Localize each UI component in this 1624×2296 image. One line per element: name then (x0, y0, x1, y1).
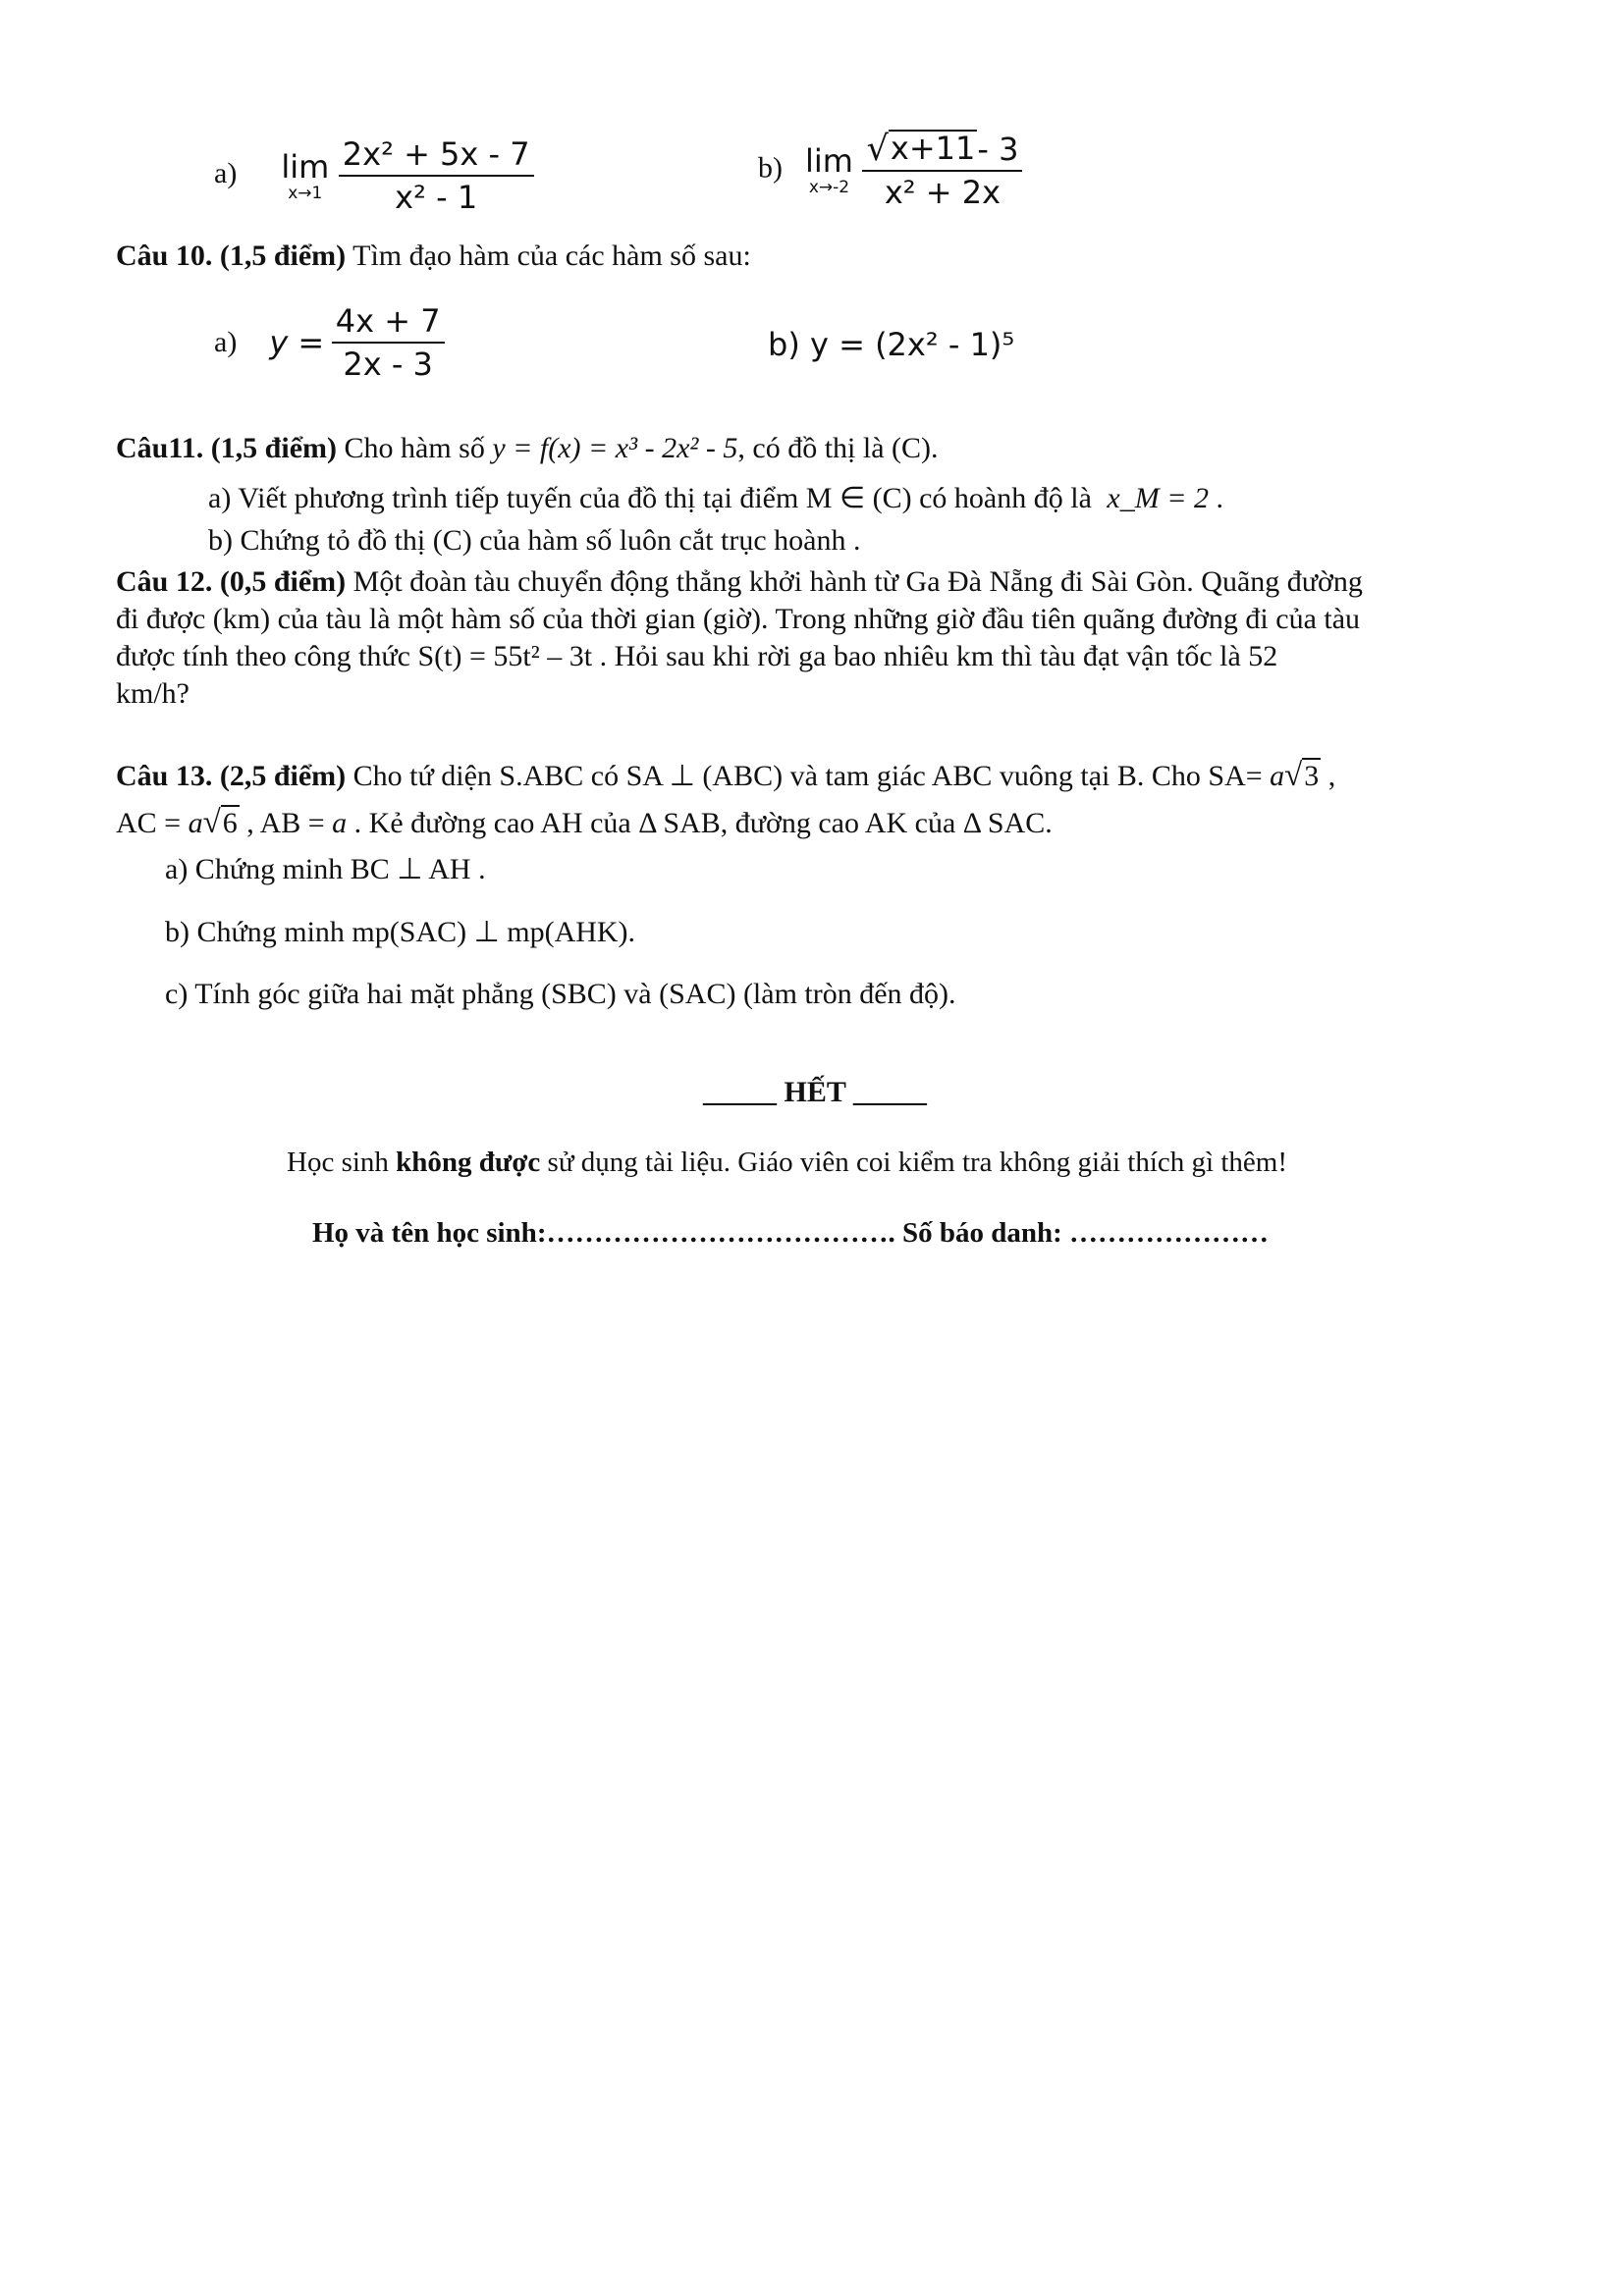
var-a: a (332, 807, 348, 839)
var-a: a (1270, 760, 1285, 792)
q11-heading: Câu11. (1,5 điểm) (116, 432, 337, 464)
q10-a-fraction (332, 302, 445, 383)
exam-note (287, 1147, 1287, 1179)
q12-line-3: được tính theo công thức S(t) = 55t² – 3t . Hỏi sau khi rời ga bao nhiêu km thì tàu đạt vận tốc là 52 (116, 640, 1278, 672)
var-a: a (188, 807, 203, 839)
q10-heading: Câu 10. (1,5 điểm) (116, 240, 347, 272)
q10-part-a (214, 302, 445, 383)
lim-subscript: x→1 (288, 184, 323, 203)
q11-function-formula: y = f(x) = x³ - 2x² - 5 (492, 432, 738, 464)
end-word: HẾT (777, 1076, 853, 1108)
note-text-2: sử dụng tài liệu. Giáo viên coi kiểm tra không giải thích gì thêm! (540, 1147, 1287, 1178)
q13-line-1-end: , (1321, 760, 1336, 792)
end-rule-right: _____ (852, 1076, 927, 1108)
q12-heading: Câu 12. (0,5 điểm) (116, 565, 347, 598)
q11-a-text: a) Viết phương trình tiếp tuyến của đồ thị tại điểm M ∈ (C) có hoành độ là (208, 482, 1092, 514)
numerator: 2x² + 5x - 7 (339, 135, 534, 177)
q13-part-c: c) Tính góc giữa hai mặt phẳng (SBC) và (SAC) (làm tròn đến độ). (165, 978, 956, 1010)
q11-a-end: . (1208, 482, 1223, 514)
radicand: x+11 (890, 130, 976, 167)
q11-part-b: b) Chứng tỏ đồ thị (C) của hàm số luôn cắt trục hoành . (208, 524, 861, 557)
q11-line (116, 432, 939, 465)
q12-line-4: km/h? (116, 677, 189, 710)
q11-text-1: Cho hàm số (337, 432, 493, 464)
sqrt-symbol: √ x+11 (866, 128, 976, 169)
q13-part-b: b) Chứng minh mp(SAC) ⊥ mp(AHK). (165, 916, 636, 948)
q10-text: Tìm đạo hàm của các hàm số sau: (346, 240, 751, 272)
lim-subscript: x→-2 (808, 178, 850, 198)
end-rule-left: _____ (703, 1076, 777, 1108)
numerator (862, 130, 1022, 172)
q9-b-label: b) (758, 151, 783, 185)
q12-paragraph (116, 565, 1522, 715)
q13-ac-label: AC = (116, 807, 189, 839)
q9-a-lim (281, 148, 329, 203)
q13-line-1 (116, 758, 1335, 793)
q13-line-1-text: Cho tứ diện S.ABC có SA ⊥ (ABC) và tam giác ABC vuông tại B. Cho SA= (346, 760, 1271, 792)
q10-line (116, 240, 751, 273)
q9-part-b (758, 130, 1022, 211)
lim-word: lim (805, 142, 853, 181)
q12-line-1-body: Một đoàn tàu chuyển động thẳng khởi hành từ Ga Đà Nẵng đi Sài Gòn. Quãng đường (346, 565, 1363, 598)
lim-word: lim (281, 148, 330, 186)
q11-part-a (208, 481, 1223, 515)
numerator: 4x + 7 (332, 302, 445, 344)
sqrt-symbol: √ 6 (202, 805, 238, 840)
denominator: 2x - 3 (343, 346, 433, 383)
q13-ab-label: , AB = (239, 807, 333, 839)
student-name-line: Họ và tên học sinh:………………………………. Số báo danh: ………………… (312, 1217, 1270, 1249)
q12-line-2: đi được (km) của tàu là một hàm số của thời gian (giờ). Trong những giờ đầu tiên quãng đường đi của tàu (116, 603, 1361, 635)
q9-b-lim (805, 142, 853, 197)
radicand: 3 (1304, 760, 1320, 792)
q9-a-fraction (339, 135, 534, 216)
q12-line-1-text (116, 565, 1363, 603)
q10-a-label: a) (214, 326, 238, 358)
q12-line-1 (116, 565, 1522, 603)
q11-text-2: , có đồ thị là (C). (737, 432, 939, 464)
q9-a-label: a) (214, 156, 238, 189)
note-bold: không được (396, 1147, 541, 1178)
q11-a-formula: x_M = 2 (1107, 482, 1209, 514)
denominator: x² - 1 (395, 179, 478, 216)
q9-part-a (214, 135, 534, 216)
q13-line-2-rest: . Kẻ đường cao AH của Δ SAB, đường cao AK của Δ SAC. (347, 807, 1053, 839)
q13-part-a: a) Chứng minh BC ⊥ AH . (165, 853, 486, 885)
q10-part-b: b) y = (2x² - 1)⁵ (768, 326, 1015, 363)
note-text-1: Học sinh (287, 1147, 397, 1178)
q9-b-fraction (862, 130, 1022, 211)
radicand: 6 (222, 807, 238, 839)
numerator-rest: - 3 (977, 130, 1019, 168)
end-marker (703, 1076, 927, 1109)
sqrt-symbol: √ 3 (1284, 758, 1320, 793)
q10-a-lhs: y = (269, 324, 325, 361)
q13-line-2 (116, 805, 1053, 840)
q13-heading: Câu 13. (2,5 điểm) (116, 760, 347, 792)
denominator: x² + 2x (884, 173, 1001, 211)
